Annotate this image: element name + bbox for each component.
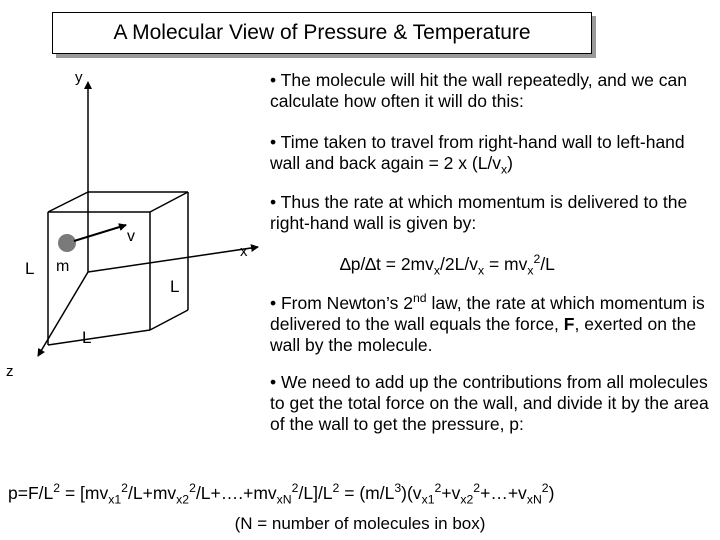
velocity-arrow	[74, 225, 126, 241]
bullet-2-text: • Time taken to travel from right-hand wall to left-hand wall and back again = 2 x (L/v	[270, 132, 685, 173]
x-axis	[88, 247, 258, 272]
mass-label: m	[56, 258, 70, 275]
x-axis-label: x	[240, 243, 248, 260]
bullet-3	[270, 192, 710, 234]
bullet-2	[270, 132, 710, 181]
pressure-formula: $p=F/L^2$ = $[mv_{x1}^2/L+mv_{x2}^2/L+\dots.+mv_{xN}^2/L]/L^2$ = $(m/L^3)(v_{x1}^2+v_{x2}^2+\dots+v_{xN}^2)$	[8, 481, 555, 507]
bullet-5-text: • We need to add up the contributions from all molecules to get the total force on the wall, and divide it by the area of the wall to get the pressure, p:	[270, 372, 709, 434]
side-label-right: L	[170, 277, 180, 296]
box-diagram	[0, 60, 270, 380]
bullet-5	[270, 372, 710, 435]
bullet-2-subscript: x	[501, 162, 508, 177]
slide-title	[52, 12, 592, 54]
bullet-1	[270, 70, 710, 112]
bullet-1-text: • The molecule will hit the wall repeatedly, and we can calculate how often it will do this:	[270, 70, 687, 111]
molecule	[58, 234, 76, 252]
side-label-left: L	[25, 259, 35, 278]
footnote	[0, 514, 720, 534]
bullet-2-end: )	[507, 153, 513, 173]
y-axis-label: y	[75, 69, 83, 86]
momentum-rate-formula: $\Delta p/\Delta t = 2mv_x/2L/v_x = mv_x^2/L$	[340, 252, 555, 278]
side-label-bottom: L	[82, 328, 92, 347]
slide-title-text: A Molecular View of Pressure & Temperature	[113, 21, 531, 44]
footnote-text: (N = number of molecules in box)	[234, 514, 486, 533]
z-axis-label: z	[6, 363, 14, 380]
velocity-label: v	[127, 228, 135, 245]
bullet-4: • From Newton’s 2nd law, the rate at which momentum is delivered to the wall equals the force, F, exerted on the wall by the molecule.	[270, 291, 705, 355]
bullet-3-text: • Thus the rate at which momentum is delivered to the right-hand wall is given by:	[270, 192, 688, 233]
